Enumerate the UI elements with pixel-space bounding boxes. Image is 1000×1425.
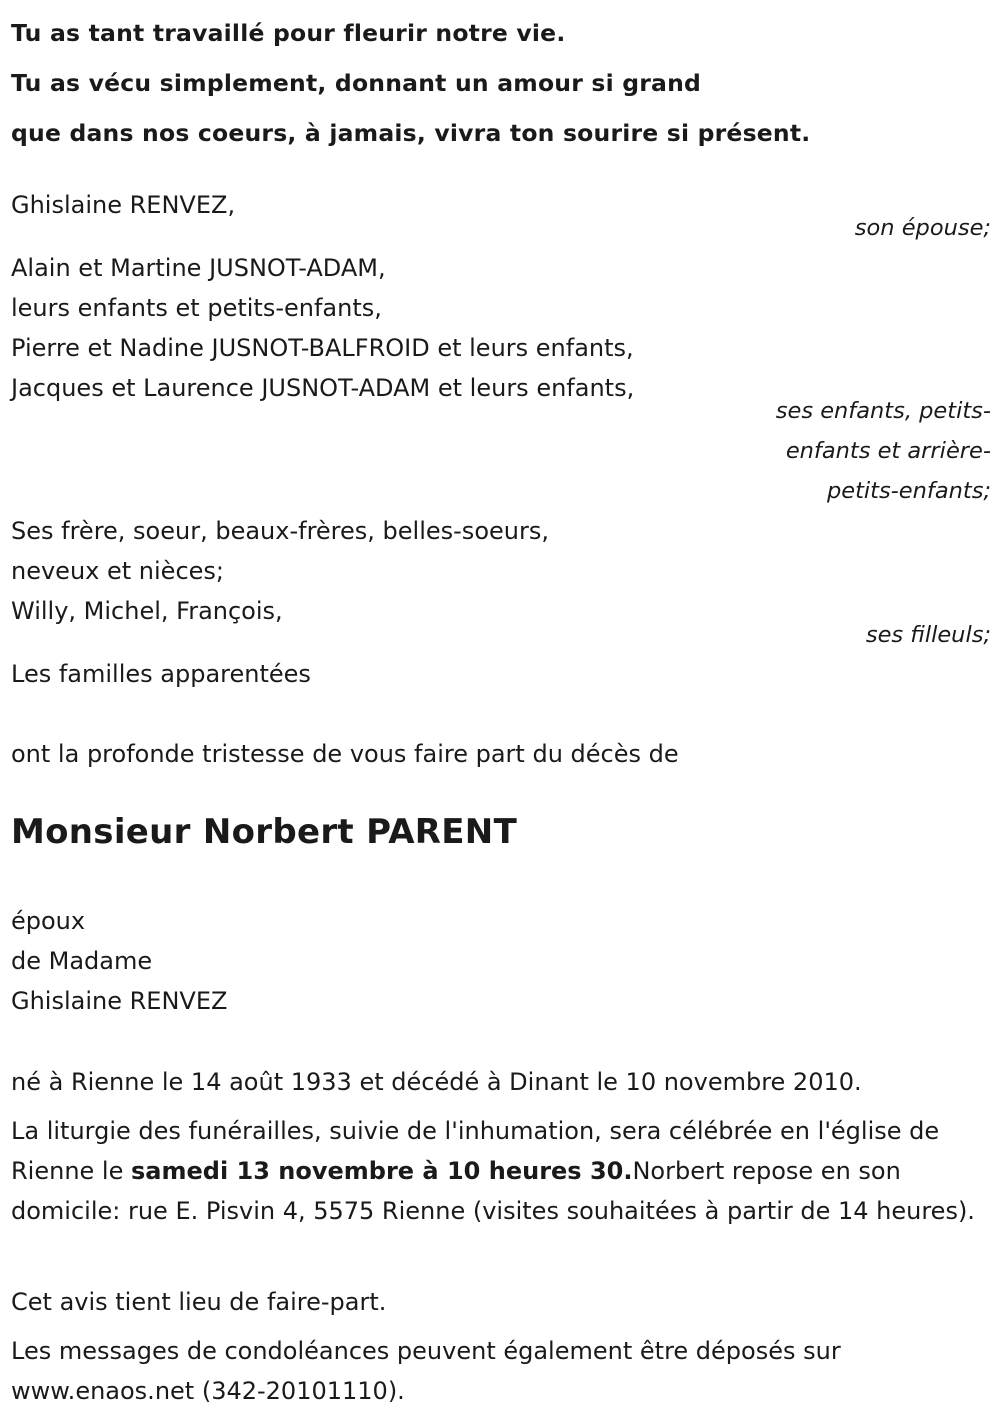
- announcement: ont la profonde tristesse de vous faire part du décès de: [11, 740, 679, 768]
- siblings-block: [11, 511, 991, 631]
- relatives-line: Les familles apparentées: [11, 660, 311, 688]
- children-line-1: Alain et Martine JUSNOT-ADAM,: [11, 254, 386, 282]
- poem-line-1: Tu as tant travaillé pour fleurir notre vie.: [11, 19, 566, 47]
- spouse-role: son épouse;: [854, 215, 991, 241]
- siblings-role: ses filleuls;: [865, 622, 991, 648]
- relation-line-1: époux: [11, 907, 86, 935]
- funeral-rest: Norbert repose en son domicile: rue E. Pisvin 4, 5575 Rienne (visites souhaitées à partir de 14 heures).: [11, 1157, 975, 1225]
- relation-block: [11, 901, 991, 1021]
- funeral-paragraph: [11, 1111, 991, 1231]
- condolences: Les messages de condoléances peuvent également être déposés sur www.enaos.net (342-20101110).: [11, 1337, 841, 1405]
- deceased-name: Monsieur Norbert PARENT: [11, 812, 518, 852]
- funeral-date: samedi 13 novembre à 10 heures 30.: [131, 1157, 633, 1185]
- children-role: [11, 391, 991, 511]
- children-role-line-3: petits-enfants;: [826, 478, 991, 504]
- children-line-4: Jacques et Laurence JUSNOT-ADAM et leurs enfants,: [11, 374, 635, 402]
- children-line-2: leurs enfants et petits-enfants,: [11, 294, 382, 322]
- poem: [11, 8, 991, 158]
- siblings-line-1: Ses frère, soeur, beaux-frères, belles-soeurs,: [11, 517, 549, 545]
- children-line-3: Pierre et Nadine JUSNOT-BALFROID et leurs enfants,: [11, 334, 634, 362]
- poem-line-2: Tu as vécu simplement, donnant un amour si grand: [11, 69, 702, 97]
- relation-line-3: Ghislaine RENVEZ: [11, 987, 228, 1015]
- relation-line-2: de Madame: [11, 947, 153, 975]
- siblings-line-3: Willy, Michel, François,: [11, 597, 283, 625]
- children-block: [11, 248, 991, 408]
- poem-line-3: que dans nos coeurs, à jamais, vivra ton sourire si présent.: [11, 119, 811, 147]
- funeral-intro: La liturgie des funérailles, suivie de l'inhumation, sera célébrée en l'église de Rienne le: [11, 1117, 940, 1185]
- siblings-line-2: neveux et nièces;: [11, 557, 224, 585]
- birth-death: né à Rienne le 14 août 1933 et décédé à Dinant le 10 novembre 2010.: [11, 1068, 862, 1096]
- children-role-line-1: ses enfants, petits-: [775, 398, 991, 424]
- notice: Cet avis tient lieu de faire-part.: [11, 1288, 387, 1316]
- spouse-name: Ghislaine RENVEZ,: [11, 191, 236, 219]
- children-role-line-2: enfants et arrière-: [785, 438, 991, 464]
